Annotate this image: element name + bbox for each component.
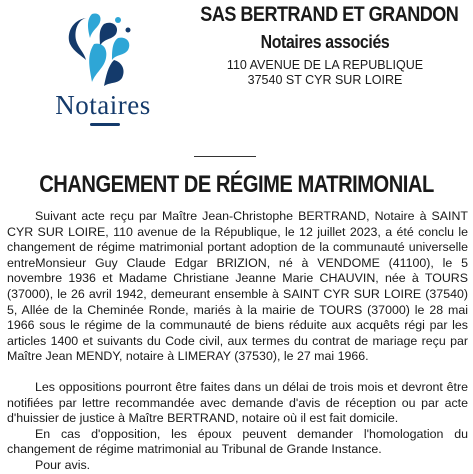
- notice-paragraph: Les oppositions pourront être faites dans un délai de trois mois et devront être notifiées par lettre recommandée avec demande d'avis de réception ou par acte d'huissier de justice à Maître BERTRAND, notaire où il est fait domicile.: [7, 379, 468, 426]
- firm-subtitle: Notaires associés: [260, 32, 390, 52]
- notice-title: CHANGEMENT DE RÉGIME MATRIMONIAL: [39, 171, 434, 198]
- notaires-emblem-icon: [56, 8, 146, 88]
- address-line-1: 110 AVENUE DE LA REPUBLIQUE: [226, 58, 424, 72]
- notice-paragraph: En cas d'opposition, les époux peuvent demander l'homologation du changement de régime matrimonial au Tribunal de Grande Instance.: [7, 426, 468, 457]
- firm-name: SAS BERTRAND ET GRANDON: [200, 3, 459, 26]
- notaires-logo: [28, 8, 178, 126]
- address-line-2: 37540 ST CYR SUR LOIRE: [247, 73, 403, 87]
- notice-paragraph: Suivant acte reçu par Maître Jean-Christophe BERTRAND, Notaire à SAINT CYR SUR LOIRE, 110 avenue de la République, le 12 juillet 2023, a été conclu le changement de régime matrimonial portant adoption de la communauté universelle entreMonsieur Guy Claude Edgar BRIZION, né à VENDOME (41100), le 5 novembre 1936 et Madame Christiane Jeanne Marie CHAUVIN, née à TOURS (37000), le 26 avril 1942, demeurant ensemble à SAINT CYR SUR LOIRE (37540) 5, Allée de la Cheminée Ronde, mariés à la mairie de TOURS (37000) le 28 mai 1966 sous le régime de la communauté de biens réduite aux acquêts régi par les articles 1400 et suivants du Code civil, aux termes du contrat de mariage reçu par Maître Jean MENDY, notaire à LIMERAY (37530), le 27 mai 1966.: [7, 209, 468, 364]
- notary-header: [180, 2, 470, 88]
- notice-closing: Pour avis.: [35, 457, 91, 472]
- notice-body: [7, 209, 468, 474]
- logo-wordmark: Notaires: [28, 90, 178, 121]
- divider: [194, 156, 256, 157]
